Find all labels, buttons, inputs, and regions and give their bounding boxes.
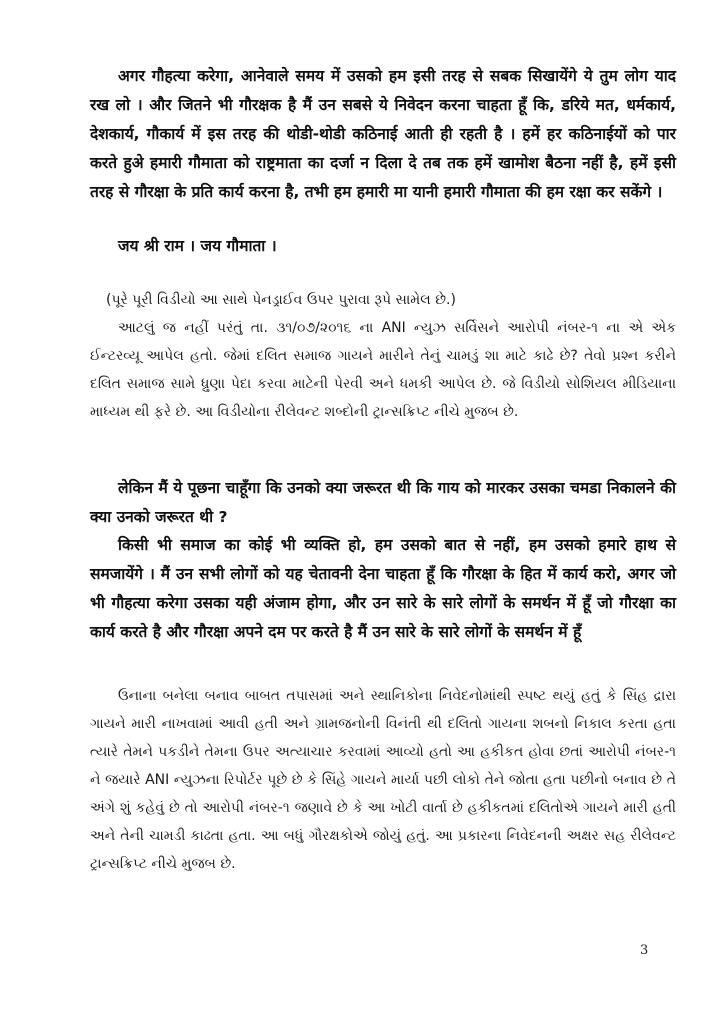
page-number: 3 [640, 943, 649, 958]
paragraph-gujarati-interview: આટલું જ નહીં પરંતું તા. ૩૧/૦૭/૨૦૧૬ ના ANI ન્યુઝ સર્વિસને આરોપી નંબર-૧ ના એ એક ઈન્ટરવ્યૂ આપેલ હતો. જેમાં દલિત સમાજ ગાયને મારીને તેનું ચામડું શા માટે કાઢે છે? તેવો પ્રશ્ન કરીને દલિત સમાજ સામે ધ્રુણા પેદા કરવા માટેની પેરવી અને ધમકી આપેલ છે. જે વિડીયો સોશિયલ મીડિયાના માધ્યમ થી ફરે છે. આ વિડીયોના રીલેવન્ટ શબ્દોની ટ્રાન્સક્રિપ્ટ નીચે મુજબ છે. [90, 320, 676, 420]
paragraph-hindi-question: लेकिन मैं ये पूछना चाहूँगा कि उनको क्या जरूरत थी कि गाय को मारकर उसका चमडा निकालने की क्या उनको जरूरत थी ? [90, 479, 676, 526]
paragraph-hindi-warning: किसी भी समाज का कोई भी व्यक्ति हो, हम उसको बात से नहीं, हम उसको हमारे हाथ से समजायेंगे । मैं उन सभी लोगों को यह चेतावनी देना चाहता हूँ कि गौरक्षा के हित में कार्य करो, अगर जो भी गौहत्या करेगा उसका यही अंजाम होगा, और उन सारे के सारे लोगों के समर्थन में हूँ जो गौरक्षा का कार्य करते है और गौरक्षा अपने दम पर करते है मैं उन सारे के सारे लोगों के समर्थन में हूँ [90, 536, 676, 641]
paragraph-gujarati-investigation: ઉનાના બનેલા બનાવ બાબત તપાસમાં અને સ્થાનિકોના નિવેદનોમાંથી સ્પષ્ટ થયું હતું કે સિંહ દ્રારા ગાયને મારી નાખવામાં આવી હતી અને ગ્રામજનોની વિનંતી થી દલિતો ગાયના શબનો નિકાલ કરતા હતા ત્યારે તેમને પકડીને તેમના ઉપર અત્યાચાર કરવામાં આવ્યો હતો આ હકીકત હોવા છતાં આરોપી નંબર-૧ ને જયારે ANI ન્યુઝના રિપોર્ટર પૂછે છે કે સિંહે ગાયને માર્યા પછી લોકો તેને જોતા હતા પછીનો બનાવ છે તે અંગે શું કહેવું છે તો આરોપી નંબર-૧ જણાવે છે કે આ ખોટી વાર્તા છે હકીકતમાં દલિતોએ ગાયને મારી હતી અને તેની ચામડી કાઢતા હતા. આ બધું ગૌરક્ષકોએ જોયું હતું. આ પ્રકારના નિવેદનની અક્ષર સહ રીલેવન્ટ ટ્રાન્સક્રિપ્ટ નીચે મુજબ છે. [90, 688, 676, 872]
evidence-note: (પૂરે પૂરી વિડીયો આ સાથે પેનડ્રાઈવ ઉપર પુરાવા રૂપે સામેલ છે.) [106, 292, 456, 308]
slogan-line: जय श्री राम । जय गौमाता । [118, 237, 277, 255]
paragraph-hindi-speech: अगर गौहत्या करेगा, आनेवाले समय में उसको हम इसी तरह से सबक सिखायेंगे ये तुम लोग याद रख लो । और जितने भी गौरक्षक है मैं उन सबसे ये निवेदन करना चाहता हूँ कि, डरिये मत, धर्मकार्य, देशकार्य, गौकार्य में इस तरह की थोडी-थोडी कठिनाई आती ही रहती है । हमें हर कठिनाईयों को पार करते हुअे हमारी गौमाता को राष्ट्रमाता का दर्जा न दिला दे तब तक हमें खामोश बैठना नहीं है, हमें इसी तरह से गौरक्षा के प्रति कार्य करना है, तभी हम हमारी मा यानी हमारी गौमाता की हम रक्षा कर सकेंगे । [90, 67, 676, 201]
